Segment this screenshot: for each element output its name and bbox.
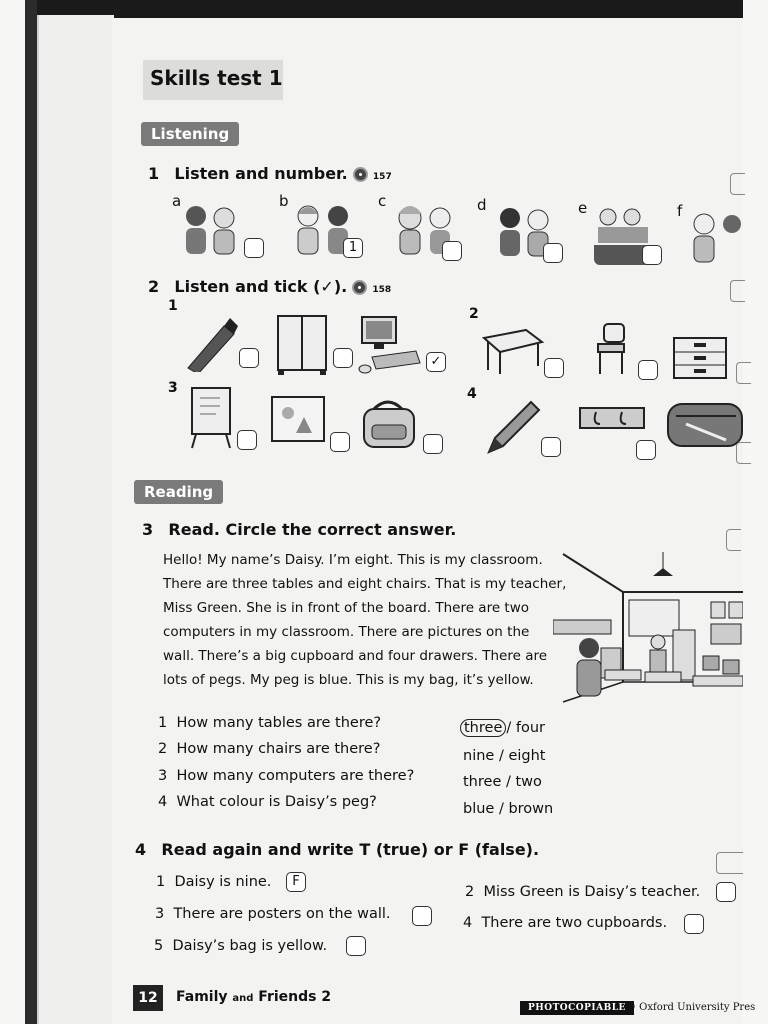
q4-instruction: Read again and write T (true) or F (false).	[161, 840, 540, 859]
q2-group-1-label: 1	[168, 298, 178, 314]
q4-statement-text: Miss Green is Daisy’s teacher.	[483, 884, 701, 900]
q3-options-3	[463, 774, 542, 790]
q2-group-2-label: 2	[469, 306, 479, 322]
q3-heading	[142, 520, 456, 539]
q3-option[interactable]: three	[463, 774, 502, 790]
q2-tick-box-pen[interactable]	[239, 348, 259, 368]
q4-answer-box-2[interactable]	[716, 882, 736, 902]
q4-statement-number: 4	[463, 915, 473, 931]
q1-answer-box-e[interactable]	[642, 245, 662, 265]
scan-top-edge	[25, 0, 743, 18]
q1-picture-a	[178, 200, 248, 260]
reading-passage	[163, 548, 567, 692]
q3-question-number: 3	[158, 768, 168, 784]
q4-statement-number: 5	[154, 938, 164, 954]
q4-heading	[135, 840, 539, 859]
q1-letter-a: a	[172, 192, 182, 210]
copyright-notice: © Oxford University Pres	[626, 1002, 756, 1013]
q3-option[interactable]: nine	[463, 748, 495, 764]
picture-icon	[268, 393, 328, 445]
q1-letter-f: f	[677, 202, 683, 220]
q4-statement-text: There are posters on the wall.	[173, 906, 391, 922]
q1-number: 1	[148, 164, 160, 183]
book-brand	[176, 989, 331, 1005]
scan-left-edge	[25, 0, 37, 1024]
brand-word: Family	[176, 989, 228, 1005]
chair-icon	[592, 320, 632, 378]
q2-tick-box-table[interactable]	[544, 358, 564, 378]
page-title: Skills test 1	[150, 66, 283, 90]
q3-score-box	[726, 529, 741, 551]
q3-option[interactable]: eight	[508, 748, 546, 764]
q3-options-4	[463, 801, 553, 817]
board-icon	[186, 384, 236, 450]
q3-options-1	[460, 720, 545, 736]
q3-question-text: What colour is Daisy’s peg?	[176, 794, 377, 810]
marker-pen-icon	[180, 312, 240, 372]
passage-line: Miss Green. She is in front of the board. There are two	[163, 600, 530, 616]
q4-statement-3	[155, 906, 391, 922]
q4-statement-number: 2	[465, 884, 475, 900]
q3-options-2	[463, 748, 545, 764]
q1-picture-f	[688, 208, 743, 268]
q4-answer-box-1[interactable]: F	[286, 872, 306, 892]
q3-instruction: Read. Circle the correct answer.	[168, 520, 457, 539]
q3-question-4	[158, 794, 377, 810]
q3-question-2	[158, 741, 380, 757]
q3-question-number: 1	[158, 715, 168, 731]
q2-tick-box-board[interactable]	[237, 430, 257, 450]
q1-letter-d: d	[477, 196, 487, 214]
q2-tick-box-cupboard[interactable]	[333, 348, 353, 368]
q2-tick-box-pegs[interactable]	[636, 440, 656, 460]
passage-line: lots of pegs. My peg is blue. This is my bag, it’s yellow.	[163, 672, 534, 688]
q4-statement-4	[463, 915, 667, 931]
q2-score-box	[730, 280, 745, 302]
coat-pegs-icon	[578, 402, 646, 434]
q3-question-text: How many chairs are there?	[176, 741, 381, 757]
q3-option[interactable]: four	[515, 720, 546, 736]
q2-tick-box-computer[interactable]: ✓	[426, 352, 446, 372]
q4-statement-text: There are two cupboards.	[481, 915, 668, 931]
photocopiable-label: PHOTOCOPIABLE	[520, 1001, 634, 1015]
q3-question-text: How many tables are there?	[176, 715, 382, 731]
table-icon	[480, 326, 546, 376]
q1-heading	[148, 164, 392, 183]
facing-page-margin	[37, 15, 114, 1024]
brand-level: 2	[321, 989, 332, 1005]
q2-tick-box-bag[interactable]	[423, 434, 443, 454]
cupboard-icon	[274, 312, 330, 376]
q4-statement-number: 1	[156, 874, 166, 890]
option-separator: /	[505, 774, 511, 790]
page-number: 12	[133, 985, 163, 1011]
q4-statement-2	[465, 884, 700, 900]
q1-answer-box-b[interactable]: 1	[343, 238, 363, 258]
passage-line: wall. There’s a big cupboard and four drawers. There are	[163, 648, 548, 664]
schoolbag-icon	[358, 395, 420, 453]
q3-question-1	[158, 715, 381, 731]
q2-track-number: 158	[372, 285, 392, 295]
q1-letter-b: b	[279, 192, 289, 210]
q2-number: 2	[148, 277, 160, 296]
classroom-illustration	[553, 552, 743, 712]
option-separator: /	[498, 748, 504, 764]
q1-track-number: 157	[372, 172, 392, 182]
q3-question-text: How many computers are there?	[176, 768, 415, 784]
q2-group-4-label: 4	[467, 386, 477, 402]
pencil-icon	[483, 396, 543, 456]
reading-section-label: Reading	[134, 480, 223, 504]
q2-tick-box-picture[interactable]	[330, 432, 350, 452]
q3-option[interactable]: brown	[508, 801, 554, 817]
passage-line: There are three tables and eight chairs. That is my teacher,	[163, 576, 567, 592]
q1-score-box	[730, 173, 745, 195]
q4-answer-box-5[interactable]	[346, 936, 366, 956]
q2-group-3-label: 3	[168, 380, 178, 396]
drawers-icon	[668, 334, 734, 384]
q1-answer-box-c[interactable]	[442, 241, 462, 261]
option-separator: /	[506, 720, 512, 736]
passage-line: computers in my classroom. There are pictures on the	[163, 624, 530, 640]
q3-option[interactable]: blue	[463, 801, 495, 817]
q2-tick-box-pencil[interactable]	[541, 437, 561, 457]
pencil-case-icon	[666, 396, 743, 452]
q2-tick-box-pencil-case[interactable]	[736, 442, 751, 464]
q2-instruction: Listen and tick (✓).	[174, 277, 348, 296]
q2-tick-box-drawers[interactable]	[736, 362, 751, 384]
computer-icon	[356, 313, 422, 377]
option-separator: /	[498, 801, 504, 817]
passage-line: Hello! My name’s Daisy. I’m eight. This is my classroom.	[163, 552, 543, 568]
q3-question-number: 2	[158, 741, 168, 757]
q4-score-box	[716, 852, 743, 874]
brand-word: Friends	[258, 989, 317, 1005]
q4-statement-text: Daisy’s bag is yellow.	[172, 938, 328, 954]
cd-audio-icon	[353, 167, 368, 182]
q4-statement-number: 3	[155, 906, 165, 922]
q4-number: 4	[135, 840, 147, 859]
q4-statement-text: Daisy is nine.	[174, 874, 272, 890]
q4-answer-box-4[interactable]	[684, 914, 704, 934]
q1-answer-box-d[interactable]	[543, 243, 563, 263]
brand-word: and	[232, 993, 254, 1004]
q1-letter-c: c	[378, 192, 387, 210]
listening-section-label: Listening	[141, 122, 239, 146]
q2-heading	[148, 277, 391, 296]
q3-question-number: 4	[158, 794, 168, 810]
q1-letter-e: e	[578, 199, 588, 217]
q4-answer-box-3[interactable]	[412, 906, 432, 926]
q4-statement-5	[154, 938, 327, 954]
cd-audio-icon	[352, 280, 367, 295]
q1-answer-box-a[interactable]	[244, 238, 264, 258]
q3-option[interactable]: two	[515, 774, 542, 790]
q2-tick-box-chair[interactable]	[638, 360, 658, 380]
q3-number: 3	[142, 520, 154, 539]
q3-option-circled[interactable]: three	[460, 719, 506, 737]
q4-statement-1	[156, 874, 271, 890]
q1-instruction: Listen and number.	[174, 164, 348, 183]
q3-question-3	[158, 768, 414, 784]
